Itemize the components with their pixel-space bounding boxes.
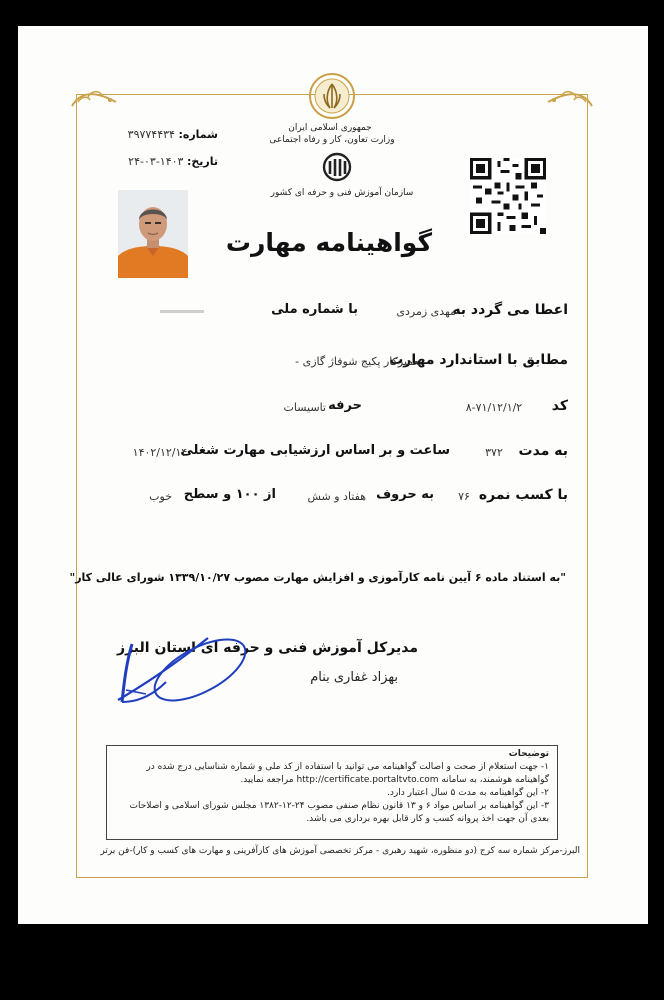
certificate-date	[108, 155, 218, 168]
number-label: شماره:	[178, 128, 218, 141]
score-words: هفتاد و شش	[307, 490, 366, 503]
signature-mark	[112, 628, 262, 728]
score-value: ۷۶	[458, 490, 470, 503]
organization-name: سازمان آموزش فنی و حرفه ای کشور	[270, 188, 414, 198]
iran-emblem-icon	[308, 72, 356, 120]
number-value: ۳۹۷۷۴۴۳۴	[127, 128, 175, 141]
holder-name: مهدی زمردی	[396, 305, 456, 318]
trade-label: حرفه	[328, 398, 362, 413]
signatory-name: بهزاد غفاری بنام	[310, 670, 398, 685]
legal-basis: "به استناد ماده ۶ آیین نامه کارآموزی و افزایش مهارت مصوب ۱۳۳۹/۱۰/۲۷ شورای عالی کار"	[69, 571, 566, 584]
notes-heading: توضیحات	[508, 749, 549, 759]
country-name: جمهوری اسلامی ایران	[288, 123, 372, 133]
in-words-label: به حروف	[376, 487, 434, 502]
holder-photo	[118, 190, 188, 278]
issuing-center-address: البرز-مرکز شماره سه کرج (دو منظوره، شهید رهبری - مرکز تخصصی آموزش های کارآفرینی و مهارت های کسب و کار)-فن برتر	[100, 846, 580, 856]
tvto-logo-icon	[320, 152, 354, 182]
code-label: کد	[551, 398, 568, 414]
qr-code-icon[interactable]	[470, 158, 546, 234]
duration-label: به مدت	[518, 443, 568, 459]
date-label: تاریخ:	[186, 155, 218, 168]
level-value: خوب	[149, 490, 172, 503]
corner-ornament-right-icon	[546, 84, 594, 114]
out-of-label: از ۱۰۰ و سطح	[183, 487, 276, 502]
notes-box	[106, 745, 558, 840]
certificate-title: گواهینامه مهارت	[225, 228, 432, 257]
note-item-3: ۳- این گواهینامه بر اساس مواد ۶ و ۱۳ قانون نظام صنفی مصوب ۲۴-۱۲-۱۳۸۲ مجلس شورای اسلامی و اصلاحات بعدی آن جهت اخذ پروانه کسب و کار قابل بهره برداری می باشد.	[129, 801, 549, 824]
duration-value: ۳۷۲	[485, 446, 503, 459]
date-value: ۱۴۰۳-۰۳-۲۴	[128, 155, 184, 168]
code-value: ۸-۷۱/۱۲/۱/۲	[465, 401, 523, 414]
standard-label: مطابق با استاندارد مهارت	[389, 352, 568, 368]
assessment-date: ۱۴۰۲/۱۲/۱۴	[132, 446, 188, 459]
assessment-label: ساعت و بر اساس ارزشیابی مهارت شغلی	[180, 443, 450, 458]
signatory-title: مدیرکل آموزش فنی و حرفه ای استان البرز	[117, 640, 418, 656]
standard-value: تعمیرکار پکیج شوفاژ گازی -	[295, 355, 422, 368]
note-item-2: ۲- این گواهینامه به مدت ۵ سال اعتبار دارد.	[387, 788, 549, 798]
corner-ornament-left-icon	[70, 84, 118, 114]
national-id-label: با شماره ملی	[271, 302, 358, 317]
granted-label: اعطا می گردد به	[452, 302, 568, 318]
ministry-name: وزارت تعاون، کار و رفاه اجتماعی	[269, 135, 395, 145]
certificate-number	[118, 128, 218, 141]
national-id-redacted	[160, 310, 204, 313]
note-item-1: ۱- جهت استعلام از صحت و اصالت گواهینامه می توانید با استفاده از کد ملی و شماره شناسایی درج شده در گواهینامه هوشمند، به سامانه http://certificate.portaltvto.com مراجعه نمایید.	[146, 762, 549, 785]
score-label: با کسب نمره	[478, 487, 568, 503]
trade-value: تاسیسات	[283, 401, 326, 414]
